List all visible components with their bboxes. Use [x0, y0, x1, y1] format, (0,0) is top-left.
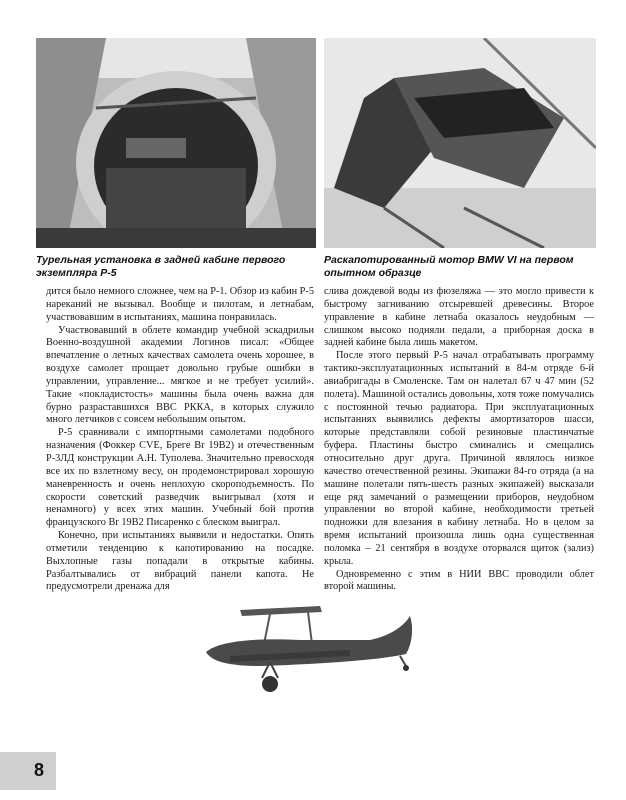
- paragraph: Р-5 сравнивали с импортными самолетами подобного назначения (Фоккер CVE, Бреге Br 19B2) и отечественным Р-3ЛД конструкции А.Н. Туполева. Значительно превосходя все их по взлетному весу, он продемонстрировал хорошую маневренность и очень неплохую скороподъемность. По скорости советский разведчик выигрывал (хотя и ненамного) у всех этих машин. Учебный бой против французского Br 19B2 Писаренко с блеском выиграл.: [46, 427, 314, 529]
- paragraph: дится было немного сложнее, чем на Р-1. Обзор из кабин Р-5 нареканий не вызывал. Вообще и пилотам, и летнабам, участвовавшим в испытаниях, машина понравилась.: [46, 286, 314, 323]
- page-number: 8: [34, 760, 45, 780]
- paragraph: слива дождевой воды из фюзеляжа — это могло привести к быстрому загниванию отсыревшей древесины. Второе управление в кабине летнаба оказалось неудобным — слишком высоко подняли педали, а приборная доска в задней кабине была лишь макетом.: [324, 286, 594, 349]
- photo-caption-left: Турельная установка в задней кабине первого экземпляра Р-5: [36, 254, 286, 279]
- page-tab: [0, 752, 56, 790]
- photo-caption-right: Раскапотированный мотор BMW VI на первом опытном образце: [324, 254, 574, 279]
- paragraph: Участвовавший в облете командир учебной эскадрильи Военно-воздушной академии Логинов писал: «Общее впечатление о летных качествах самолета очень хорошее, в воздухе самолет прощает довольно грубые ошибки в управлении, управление... мягкое и не требует усилий». Такие «покладистость» машины была очень важна для бурно разраставшихся ВВС РККА, в которых служило много летчиков с совсем небольшим опытом.: [46, 324, 314, 426]
- text-column-right: [324, 286, 594, 594]
- text-column-left: [46, 286, 314, 594]
- turret-cockpit-photo: [36, 38, 316, 248]
- aircraft-silhouette-icon: [200, 600, 420, 695]
- paragraph: После этого первый Р-5 начал отрабатывать программу тактико-эксплуатационных испытаний в 84-м отряде 6-й авиабригады в Смоленске. Там он налетал 67 ч 47 мин (52 полета). Машиной остались довольны, хотя тоже помучались с постоянной течью радиатора. При эксплуатационных испытаниях выявились дефекты амортизаторов шасси, которые представляли собой резиновые пластинчатые буфера. Пластины быстро сминались и смещались относительно друг друга. Причиной являлось низкое качество отечественной резины. Экипажи 84-го отряда (а на машине полетали пять-шесть разных экипажей) высказали еще ряд замечаний о размещении приборов, неудобном управлении во второй кабине, необходимости третьей подножки для влезания в кабину летнаба. Но в целом за время испытаний произошла лишь одна существенная поломка – 21 сентября в воздухе оторвался щиток (зализ) крыла.: [324, 350, 594, 567]
- engine-photo: [324, 38, 596, 248]
- paragraph: Одновременно с этим в НИИ ВВС проводили облет второй машины.: [324, 568, 594, 593]
- paragraph: Конечно, при испытаниях выявили и недостатки. Опять отметили тенденцию к капотированию на посадке. Выхлопные газы попадали в открытые кабины. Разбалтывались от вибраций панели капота. Не предусмотрели дренажа для: [46, 530, 314, 593]
